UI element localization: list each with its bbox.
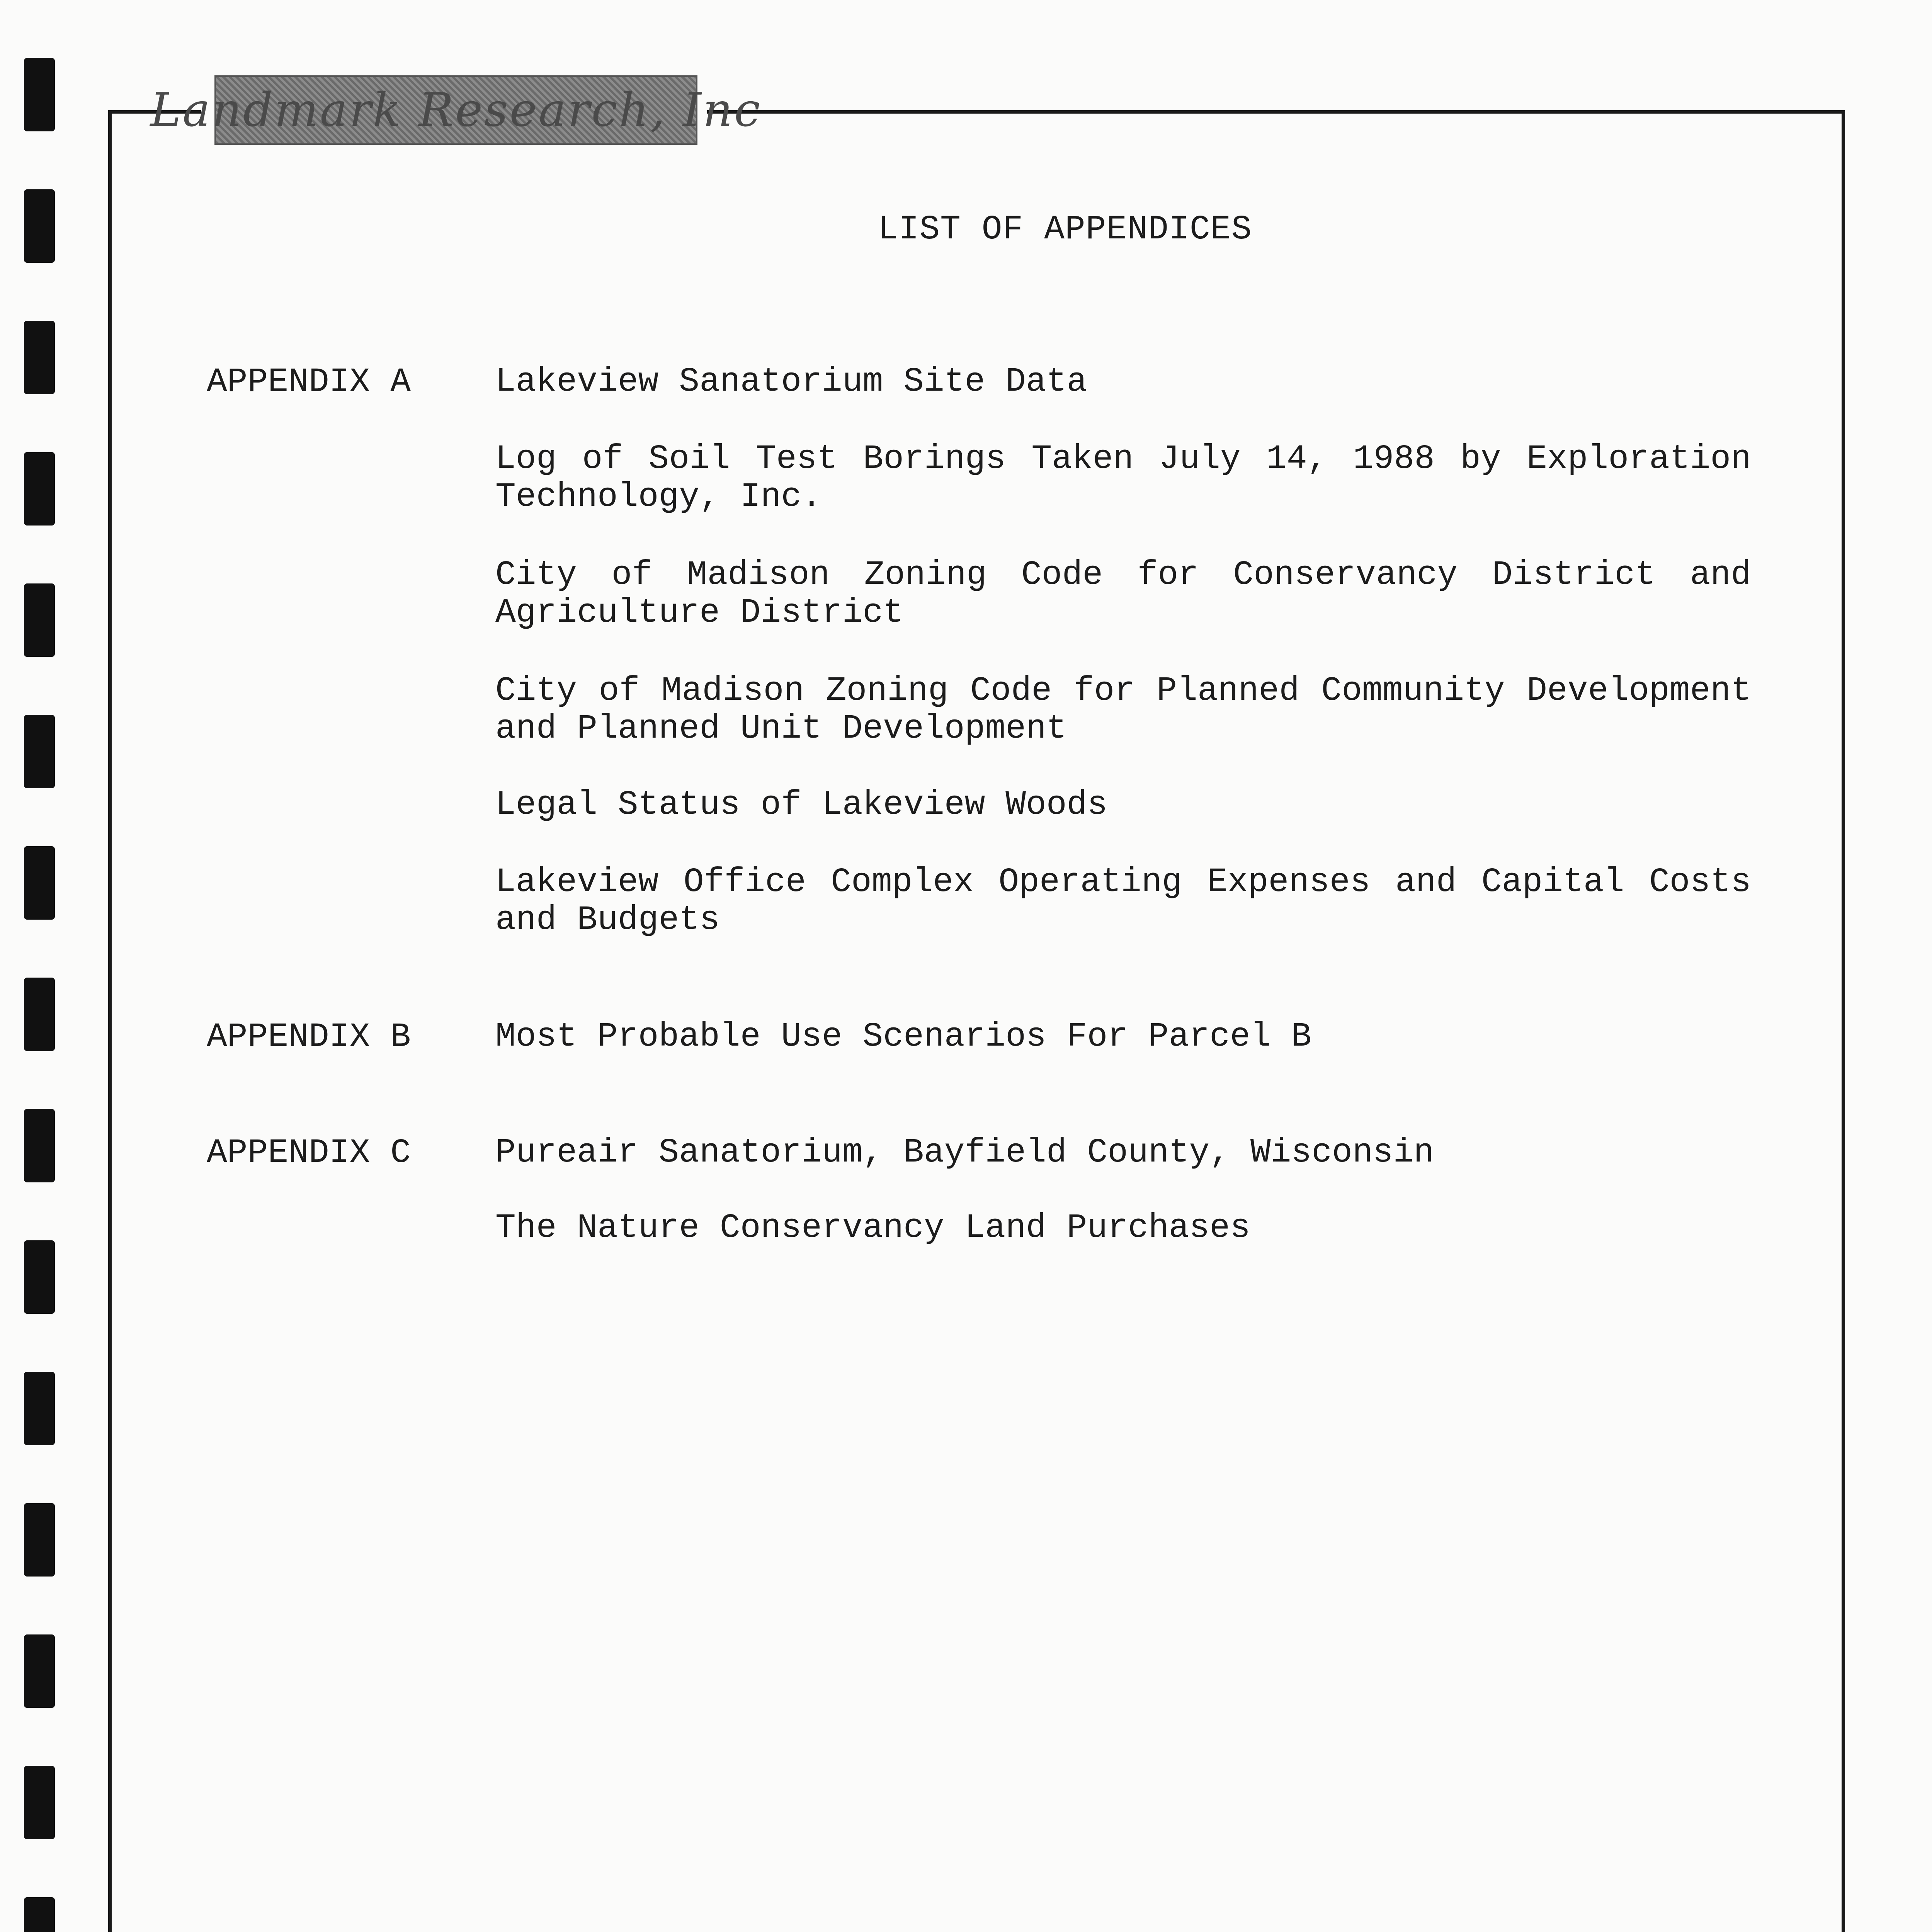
- punch-mark: [24, 583, 55, 657]
- appendix-entry: Lakeview Office Complex Operating Expenses and Capital Costs and Budgets: [495, 863, 1751, 939]
- company-logo: [150, 75, 762, 145]
- punch-mark: [24, 978, 55, 1051]
- appendix-entry: Pureair Sanatorium, Bayfield County, Wisconsin: [495, 1134, 1434, 1172]
- punch-mark: [24, 1109, 55, 1182]
- appendix-entry: Most Probable Use Scenarios For Parcel B: [495, 1018, 1312, 1056]
- logo-text: Landmark Research, Inc: [150, 83, 762, 137]
- binder-punch-strip: [24, 58, 55, 1932]
- punch-mark: [24, 1897, 55, 1932]
- punch-mark: [24, 321, 55, 394]
- punch-mark: [24, 846, 55, 920]
- punch-mark: [24, 452, 55, 526]
- appendix-entry: City of Madison Zoning Code for Conservancy District and Agriculture District: [495, 556, 1751, 632]
- appendix-b-label: APPENDIX B: [207, 1018, 411, 1056]
- punch-mark: [24, 58, 55, 131]
- punch-mark: [24, 1372, 55, 1445]
- punch-mark: [24, 1766, 55, 1839]
- punch-mark: [24, 1503, 55, 1577]
- punch-mark: [24, 1634, 55, 1708]
- appendix-a-label: APPENDIX A: [207, 363, 411, 401]
- punch-mark: [24, 1240, 55, 1314]
- page-title: LIST OF APPENDICES: [878, 211, 1252, 249]
- punch-mark: [24, 715, 55, 788]
- appendix-entry: City of Madison Zoning Code for Planned Community Development and Planned Unit Development: [495, 672, 1751, 748]
- appendix-entry: Legal Status of Lakeview Woods: [495, 786, 1108, 824]
- appendix-entry: The Nature Conservancy Land Purchases: [495, 1209, 1250, 1247]
- appendix-c-label: APPENDIX C: [207, 1134, 411, 1172]
- appendix-entry: Log of Soil Test Borings Taken July 14, 1988 by Exploration Technology, Inc.: [495, 440, 1751, 516]
- appendix-entry: Lakeview Sanatorium Site Data: [495, 363, 1087, 401]
